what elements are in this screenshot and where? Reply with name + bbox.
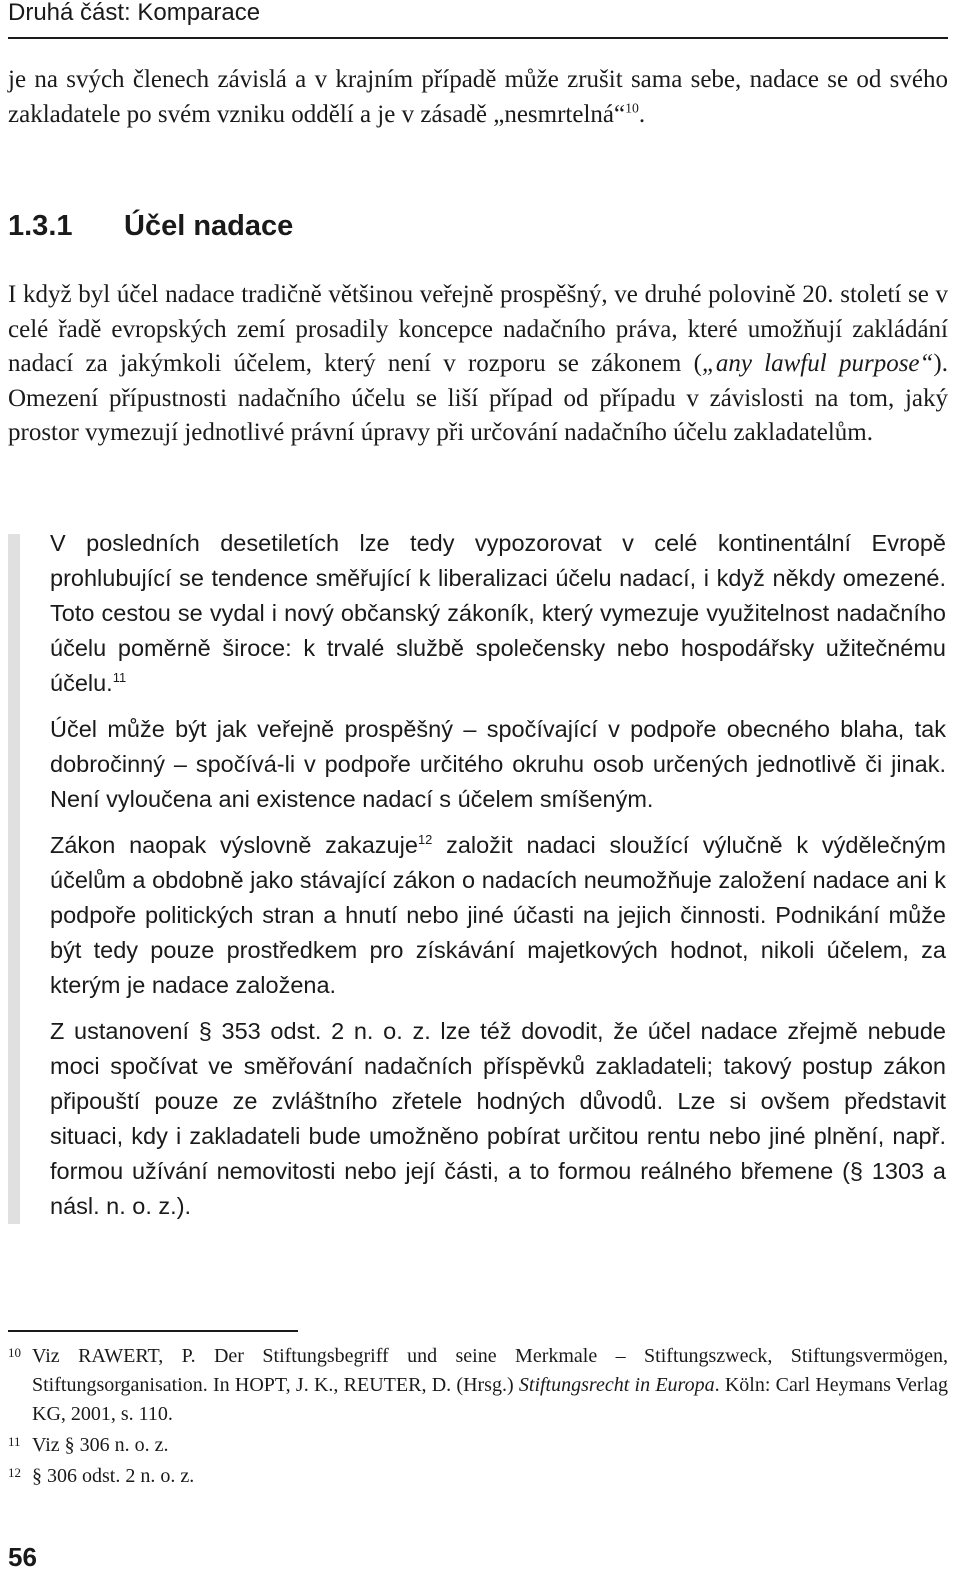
intro-paragraph <box>8 63 948 132</box>
footnote-text-before: Viz RAWERT, P. Der Stiftungsbegriff und seine Merkmale – Stiftungszweck, Stiftungsvermögen, Stiftungsorganisation. In HOPT, J. K., REUTER, D. (Hrsg.) <box>32 1345 948 1396</box>
main-paragraph <box>8 278 948 451</box>
section-number: 1.3.1 <box>8 210 73 242</box>
box-p3-after: založit nadaci sloužící výlučně k výdělečným účelům a obdobně jako stávající zákon o nadacích neumožňuje založení nadace ani k podpoře politických stran a hnutí nebo jiné účasti na jejich činnosti. Podnikání může být tedy pouze prostředkem pro získávání majetkových hodnot, nikoli účelem, za kterým je nadace založena. <box>50 832 946 998</box>
footnote-11 <box>8 1431 948 1460</box>
page-number: 56 <box>8 1542 37 1572</box>
footnote-12 <box>8 1462 948 1491</box>
header-divider <box>8 37 948 39</box>
footnote-number: 11 <box>8 1434 21 1449</box>
footnote-10 <box>8 1342 948 1429</box>
footnote-text-after: . Köln: Carl Heymans Verlag KG, 2001, s. 110. <box>32 1374 948 1425</box>
main-italic-phrase: „any lawful purpose“ <box>701 350 934 377</box>
running-head-title: Druhá část: Komparace <box>8 0 261 26</box>
box-side-bar <box>8 534 20 1224</box>
box-paragraph-1 <box>50 526 946 701</box>
footnotes <box>8 1342 948 1493</box>
footnote-ref-11[interactable]: 11 <box>112 670 127 686</box>
box-paragraph-2: Účel může být jak veřejně prospěšný – spočívající v podpoře obecného blaha, tak dobročinný – spočívá-li v podpoře určitého okruhu osob určených jednotlivě či jinak. Není vyloučena ani existence nadací s účelem smíšeným. <box>50 716 946 812</box>
footnote-text: Viz § 306 n. o. z. <box>32 1434 169 1456</box>
footnote-italic: Stiftungsrecht in Europa <box>518 1374 715 1396</box>
box-paragraph-3 <box>50 828 946 1003</box>
footnote-number: 10 <box>8 1345 21 1360</box>
footnote-number: 12 <box>8 1465 21 1480</box>
footnote-text: § 306 odst. 2 n. o. z. <box>32 1465 195 1487</box>
section-heading <box>8 206 293 246</box>
highlight-box <box>50 526 946 1235</box>
box-paragraph-4: Z ustanovení § 353 odst. 2 n. o. z. lze též dovodit, že účel nadace zřejmě nebude moci spočívat ve směřování nadačních příspěvků zakladateli; takový postup zákon připouští pouze ze zvláštního zřetele hodných důvodů. Lze si ovšem představit situaci, kdy i zakladateli bude umožněno pobírat určitou rentu nebo jiné plnění, např. formou užívání nemovitosti nebo její části, a to formou reálného břemene (§ 1303 a násl. n. o. z.). <box>50 1018 946 1219</box>
intro-end: . <box>638 100 646 128</box>
footnote-ref-12[interactable]: 12 <box>417 832 433 848</box>
box-p1-text: V posledních desetiletích lze tedy vypozorovat v celé kontinentální Evropě prohlubující se tendence směřující k liberalizaci účelu nadací, i když někdy omezené. Toto cestou se vydal i nový občanský zákoník, který vymezuje využitelnost nadačního účelu poměrně široce: k trvalé službě společensky nebo hospodářsky užitečnému účelu. <box>50 530 946 696</box>
footnote-divider <box>8 1330 298 1332</box>
main-text-before: I když byl účel nadace tradičně většinou veřejně prospěšný, ve druhé polovině 20. století se v celé řadě evropských zemí prosadily koncepce nadačního práva, které umožňují zakládání nadací za jakýmkoli účelem, který není v rozporu se zákonem ( <box>8 281 948 377</box>
intro-text: je na svých členech závislá a v krajním případě může zrušit sama sebe, nadace se od svého zakladatele po svém vzniku oddělí a je v zásadě „nesmrtelná“ <box>8 66 948 128</box>
main-text-after: ). Omezení přípustnosti nadačního účelu se liší případ od případu v závislosti na tom, jaký prostor vymezují jednotlivé právní úpravy při určování nadačního účelu zakladatelům. <box>8 350 948 446</box>
section-title: Účel nadace <box>124 210 294 242</box>
box-p3-before: Zákon naopak výslovně zakazuje <box>50 832 418 858</box>
footnote-ref-10[interactable]: 10 <box>625 100 639 116</box>
